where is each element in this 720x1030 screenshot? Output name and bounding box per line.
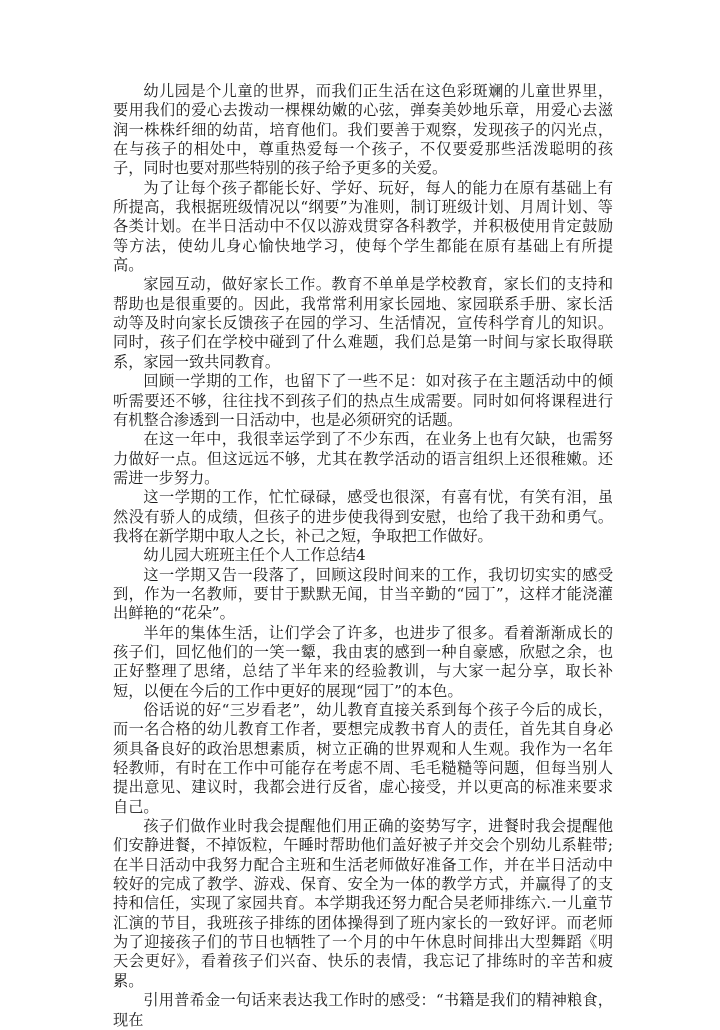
paragraph: 这一学期又告一段落了，回顾这段时间来的工作，我切切实实的感受到，作为一名教师，要甘于默默无闻，甘当辛勤的“园丁”，这样才能浇灌出鲜艳的“花朵”。 — [113, 565, 613, 623]
paragraph: 孩子们做作业时我会提醒他们用正确的姿势写字，进餐时我会提醒他们安静进餐，不掉饭粒，午睡时帮助他们盖好被子并交会个别幼儿系鞋带;在半日活动中我努力配合主班和生活老师做好准备工作，并在半日活动中较好的完成了教学、游戏、保育、安全为一体的教学方式，并赢得了的支持和信任，实现了家园共育。本学期我还努力配合吴老师排练六.一儿童节汇演的节目，我班孩子排练的团体操得到了班内家长的一致好评。而老师为了迎接孩子们的节日也牺牲了一个月的中午休息时间排出大型舞蹈《明天会更好》，看着孩子们兴奋、快乐的表情，我忘记了排练时的辛苦和疲累。 — [113, 817, 613, 990]
paragraph: 引用普希金一句话来表达我工作时的感受：“书籍是我们的精神粮食，现在 — [113, 991, 613, 1029]
paragraph: 这一学期的工作，忙忙碌碌，感受也很深，有喜有忧，有笑有泪，虽然没有骄人的成绩，但孩子的进步使我得到安慰，也给了我干劲和勇气。我将在新学期中取人之长，补己之短，争取把工作做好。 — [113, 488, 613, 545]
paragraph: 为了让每个孩子都能长好、学好、玩好，每人的能力在原有基础上有所提高，我根据班级情况以“纲要”为准则，制订班级计划、月周计划、等各类计划。在半日活动中不仅以游戏贯穿各科教学，并积极使用肯定鼓励等方法，使幼儿身心愉快地学习，使每个学生都能在原有基础上有所提高。 — [113, 178, 613, 275]
paragraph: 在这一年中，我很幸运学到了不少东西，在业务上也有欠缺，也需努力做好一点。但这远远不够，尤其在教学活动的语言组织上还很稚嫩。还需进一步努力。 — [113, 430, 613, 487]
paragraph: 幼儿园是个儿童的世界，而我们正生活在这色彩斑斓的儿童世界里，要用我们的爱心去拨动一棵棵幼嫩的心弦，弹奏美妙地乐章，用爱心去滋润一株株纤细的幼苗，培育他们。我们要善于观察，发现孩子的闪光点，在与孩子的相处中，尊重热爱每一个孩子，不仅要爱那些活泼聪明的孩子，同时也要对那些特别的孩子给予更多的关爱。 — [113, 82, 613, 178]
paragraph: 半年的集体生活，让们学会了许多，也进步了很多。看着渐渐成长的孩子们，回忆他们的一笑一颦，我由衷的感到一种自豪感，欣慰之余，也正好整理了思绪，总结了半年来的经验教训，与大家一起分享，取长补短，以便在今后的工作中更好的展现“园丁”的本色。 — [113, 623, 613, 700]
paragraph: 家园互动，做好家长工作。教育不单单是学校教育，家长们的支持和帮助也是很重要的。因此，我常常利用家长园地、家园联系手册、家长活动等及时向家长反馈孩子在园的学习、生活情况，宣传科学育儿的知识。同时，孩子们在学校中碰到了什么难题，我们总是第一时间与家长取得联系，家园一致共同教育。 — [113, 275, 613, 371]
paragraph: 回顾一学期的工作，也留下了一些不足：如对孩子在主题活动中的倾听需要还不够，往往找不到孩子们的热点生成需要。同时如何将课程进行有机整合渗透到一日活动中，也是必须研究的话题。 — [113, 372, 613, 429]
paragraph: 俗话说的好“三岁看老”，幼儿教育直接关系到每个孩子今后的成长，而一名合格的幼儿教育工作者，要想完成教书育人的责任，首先其自身必须具备良好的政治思想素质，树立正确的世界观和人生观。我作为一名年轻教师，有时在工作中可能存在考虑不周、毛毛糙糙等问题，但每当别人提出意见、建议时，我都会进行反省，虚心接受，并以更高的标准来要求自己。 — [113, 701, 613, 816]
document-body — [113, 82, 613, 1030]
section-heading: 幼儿园大班班主任个人工作总结4 — [143, 546, 366, 565]
